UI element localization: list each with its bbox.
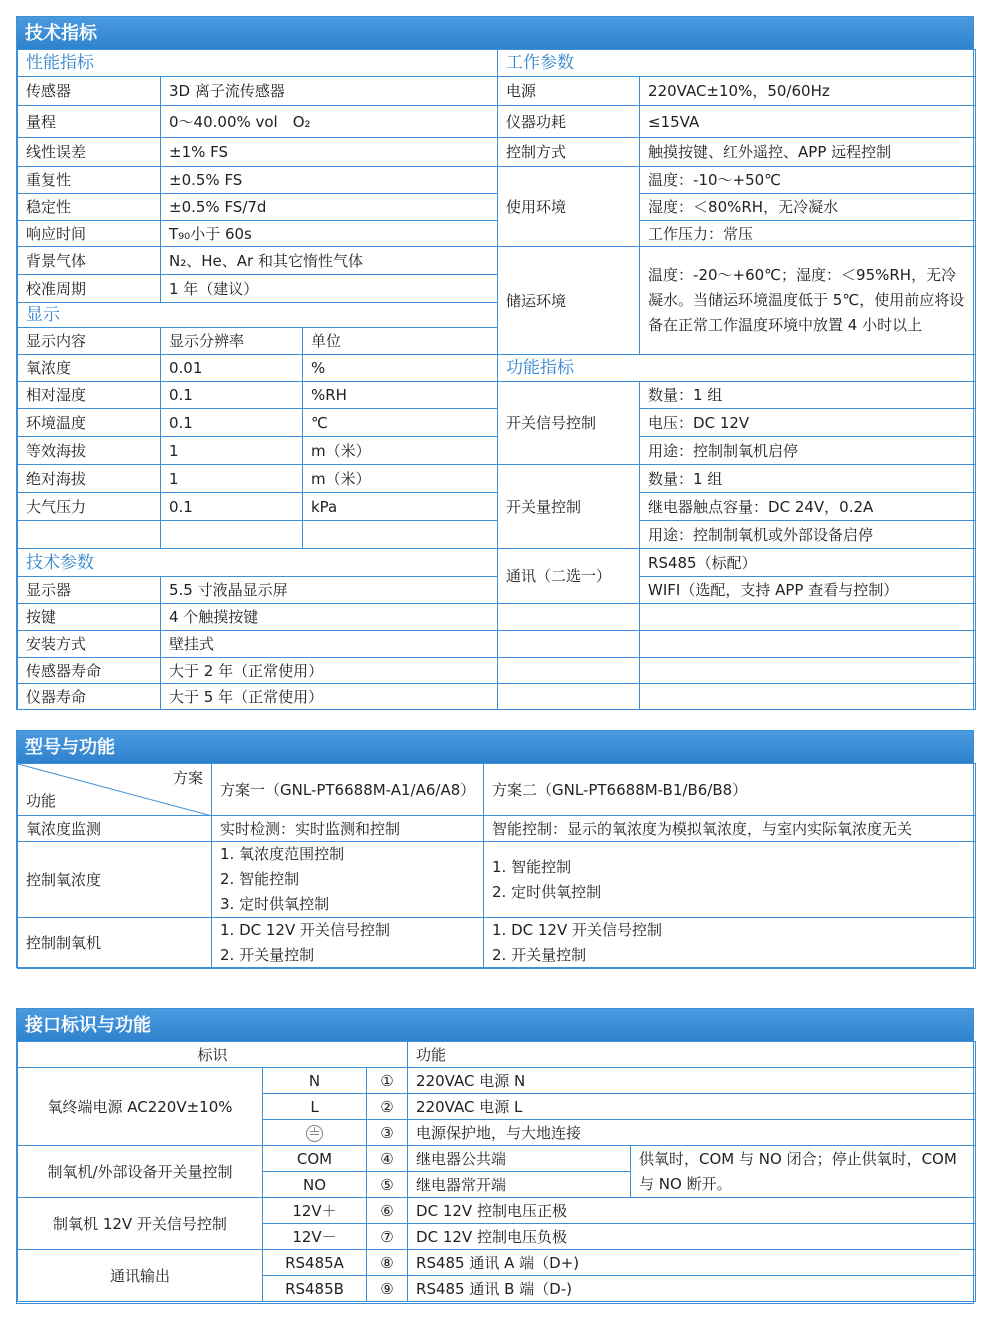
iface-number: ⑨ <box>367 1276 408 1302</box>
iface-number: ⑧ <box>367 1250 408 1276</box>
iface-id: L <box>263 1094 367 1120</box>
perf-value: ±0.5% FS/7d <box>161 194 498 221</box>
plan2-header: 方案二（GNL-PT6688M-B1/B6/B8） <box>484 764 976 816</box>
param-value: 4 个触摸按键 <box>161 604 498 631</box>
iface-group-label: 制氧机 12V 开关信号控制 <box>18 1198 263 1250</box>
work-value: 触摸按键、红外遥控、APP 远程控制 <box>640 138 976 167</box>
empty-cell <box>498 631 640 658</box>
corner-top-label: 方案 <box>172 769 203 787</box>
iface-id: 12V－ <box>263 1224 367 1250</box>
env-item: 湿度：＜80%RH，无冷凝水 <box>640 194 976 221</box>
display-resolution: 0.01 <box>161 355 303 382</box>
plan2-line: 1. 智能控制 <box>492 857 572 876</box>
iface-func: RS485 通讯 B 端（D-) <box>408 1276 976 1302</box>
param-key: 按键 <box>18 604 161 631</box>
work-key: 仪器功耗 <box>498 106 640 138</box>
switch-qty-label: 开关量控制 <box>498 465 640 549</box>
switch-qty-item: 数量：1 组 <box>640 465 976 493</box>
plan2-cell <box>484 918 976 969</box>
iface-id: COM <box>263 1146 367 1172</box>
empty-cell <box>498 604 640 631</box>
perf-value: T₉₀小于 60s <box>161 221 498 247</box>
display-unit: kPa <box>303 493 498 521</box>
switch-signal-item: 电压：DC 12V <box>640 409 976 437</box>
display-resolution: 0.1 <box>161 493 303 521</box>
param-section-title: 技术参数 <box>18 549 498 577</box>
iface-func: 继电器常开端 <box>408 1172 631 1198</box>
plan2-line: 2. 开关量控制 <box>492 946 587 964</box>
work-value: ≤15VA <box>640 106 976 138</box>
param-key: 显示器 <box>18 577 161 604</box>
display-unit: % <box>303 355 498 382</box>
display-resolution: 0.1 <box>161 382 303 409</box>
perf-key: 背景气体 <box>18 247 161 275</box>
plan1-line: 1. DC 12V 开关信号控制 <box>220 921 390 939</box>
perf-key: 线性误差 <box>18 138 161 167</box>
interface-table <box>17 1041 976 1302</box>
interface-section <box>16 1008 974 1304</box>
display-header-content: 显示内容 <box>18 328 161 355</box>
plan2-line: 1. DC 12V 开关信号控制 <box>492 921 662 939</box>
plan2-cell <box>484 842 976 918</box>
plan1-line: 1. 氧浓度范围控制 <box>220 845 345 863</box>
iface-header-func: 功能 <box>408 1042 976 1068</box>
switch-signal-item: 数量：1 组 <box>640 382 976 409</box>
param-value: 大于 5 年（正常使用） <box>161 684 498 710</box>
iface-id: 12V＋ <box>263 1198 367 1224</box>
iface-group-label: 通讯输出 <box>18 1250 263 1302</box>
perf-value: 3D 离子流传感器 <box>161 77 498 106</box>
iface-header-id: 标识 <box>18 1042 408 1068</box>
iface-group-label: 氧终端电源 AC220V±10% <box>18 1068 263 1146</box>
work-section-title: 工作参数 <box>498 50 976 77</box>
iface-id: N <box>263 1068 367 1094</box>
plan1-line: 2. 开关量控制 <box>220 946 315 964</box>
model-row-key: 控制氧浓度 <box>18 842 212 918</box>
iface-func: DC 12V 控制电压正极 <box>408 1198 976 1224</box>
iface-number: ⑦ <box>367 1224 408 1250</box>
param-value: 大于 2 年（正常使用） <box>161 658 498 684</box>
plan1-cell: 实时检测：实时监测和控制 <box>212 816 484 842</box>
iface-func: 220VAC 电源 L <box>408 1094 976 1120</box>
param-value: 5.5 寸液晶显示屏 <box>161 577 498 604</box>
tech-spec-table <box>17 49 976 710</box>
display-empty <box>303 521 498 549</box>
iface-id <box>263 1120 367 1146</box>
empty-cell <box>640 631 976 658</box>
switch-signal-item: 用途：控制制氧机启停 <box>640 437 976 465</box>
env-label: 使用环境 <box>498 167 640 247</box>
iface-func: 继电器公共端 <box>408 1146 631 1172</box>
work-key: 控制方式 <box>498 138 640 167</box>
iface-number: ② <box>367 1094 408 1120</box>
iface-group-label: 制氧机/外部设备开关量控制 <box>18 1146 263 1198</box>
display-unit: m（米） <box>303 437 498 465</box>
work-key: 电源 <box>498 77 640 106</box>
plan1-cell <box>212 918 484 969</box>
switch-qty-item: 继电器触点容量：DC 24V，0.2A <box>640 493 976 521</box>
model-section <box>16 730 974 968</box>
model-row-key: 控制制氧机 <box>18 918 212 969</box>
tech-spec-section <box>16 16 974 710</box>
work-value: 220VAC±10%，50/60Hz <box>640 77 976 106</box>
display-item: 环境温度 <box>18 409 161 437</box>
display-unit: m（米） <box>303 465 498 493</box>
empty-cell <box>498 684 640 710</box>
iface-number: ⑤ <box>367 1172 408 1198</box>
iface-note: 供氧时，COM 与 NO 闭合；停止供氧时，COM 与 NO 断开。 <box>631 1146 976 1198</box>
iface-id: RS485A <box>263 1250 367 1276</box>
display-item: 大气压力 <box>18 493 161 521</box>
display-resolution: 1 <box>161 437 303 465</box>
empty-cell <box>498 658 640 684</box>
display-item: 相对湿度 <box>18 382 161 409</box>
plan2-cell: 智能控制：显示的氧浓度为模拟氧浓度，与室内实际氧浓度无关 <box>484 816 976 842</box>
param-key: 安装方式 <box>18 631 161 658</box>
perf-key: 稳定性 <box>18 194 161 221</box>
display-item: 氧浓度 <box>18 355 161 382</box>
iface-id: NO <box>263 1172 367 1198</box>
env-item: 工作压力：常压 <box>640 221 976 247</box>
plan1-cell <box>212 842 484 918</box>
display-header-unit: 单位 <box>303 328 498 355</box>
func-section-title: 功能指标 <box>498 355 976 382</box>
perf-value: ±1% FS <box>161 138 498 167</box>
iface-number: ④ <box>367 1146 408 1172</box>
display-empty <box>18 521 161 549</box>
comm-item: RS485（标配） <box>640 549 976 577</box>
model-table <box>17 763 976 969</box>
perf-value: N₂、He、Ar 和其它惰性气体 <box>161 247 498 275</box>
plan1-header: 方案一（GNL-PT6688M-A1/A6/A8） <box>212 764 484 816</box>
display-header-resolution: 显示分辨率 <box>161 328 303 355</box>
tech-spec-title: 技术指标 <box>17 17 973 49</box>
param-value: 壁挂式 <box>161 631 498 658</box>
iface-number: ③ <box>367 1120 408 1146</box>
empty-cell <box>640 658 976 684</box>
display-section-title: 显示 <box>18 303 498 328</box>
display-item: 等效海拔 <box>18 437 161 465</box>
plan1-line: 2. 智能控制 <box>220 870 300 888</box>
plan1-line: 3. 定时供氧控制 <box>220 895 330 913</box>
comm-label: 通讯（二选一） <box>498 549 640 604</box>
corner-bottom-label: 功能 <box>26 792 57 810</box>
perf-value: 0～40.00% vol O₂ <box>161 106 498 138</box>
storage-text: 温度：-20～+60℃；湿度：＜95%RH，无冷凝水。当储运环境温度低于 5℃，使用前应将设备在正常工作温度环境中放置 4 小时以上 <box>640 247 976 355</box>
perf-key: 量程 <box>18 106 161 138</box>
empty-cell <box>640 684 976 710</box>
ground-icon <box>306 1125 323 1142</box>
iface-func: 220VAC 电源 N <box>408 1068 976 1094</box>
param-key: 仪器寿命 <box>18 684 161 710</box>
plan2-line: 2. 定时供氧控制 <box>492 882 602 901</box>
display-resolution: 1 <box>161 465 303 493</box>
iface-number: ⑥ <box>367 1198 408 1224</box>
empty-cell <box>640 604 976 631</box>
interface-title: 接口标识与功能 <box>17 1009 973 1041</box>
display-unit: ℃ <box>303 409 498 437</box>
env-item: 温度：-10～+50℃ <box>640 167 976 194</box>
iface-func: RS485 通讯 A 端（D+) <box>408 1250 976 1276</box>
perf-key: 重复性 <box>18 167 161 194</box>
comm-item: WIFI（选配，支持 APP 查看与控制） <box>640 577 976 604</box>
switch-qty-item: 用途：控制制氧机或外部设备启停 <box>640 521 976 549</box>
corner-cell <box>18 764 212 816</box>
model-row-key: 氧浓度监测 <box>18 816 212 842</box>
iface-id: RS485B <box>263 1276 367 1302</box>
iface-number: ① <box>367 1068 408 1094</box>
iface-func: 电源保护地，与大地连接 <box>408 1120 976 1146</box>
display-empty <box>161 521 303 549</box>
param-key: 传感器寿命 <box>18 658 161 684</box>
perf-section-title: 性能指标 <box>18 50 498 77</box>
display-item: 绝对海拔 <box>18 465 161 493</box>
perf-value: 1 年（建议） <box>161 275 498 303</box>
switch-signal-label: 开关信号控制 <box>498 382 640 465</box>
perf-key: 响应时间 <box>18 221 161 247</box>
display-resolution: 0.1 <box>161 409 303 437</box>
model-title: 型号与功能 <box>17 731 973 763</box>
perf-key: 传感器 <box>18 77 161 106</box>
perf-value: ±0.5% FS <box>161 167 498 194</box>
display-unit: %RH <box>303 382 498 409</box>
perf-key: 校准周期 <box>18 275 161 303</box>
iface-func: DC 12V 控制电压负极 <box>408 1224 976 1250</box>
storage-label: 储运环境 <box>498 247 640 355</box>
